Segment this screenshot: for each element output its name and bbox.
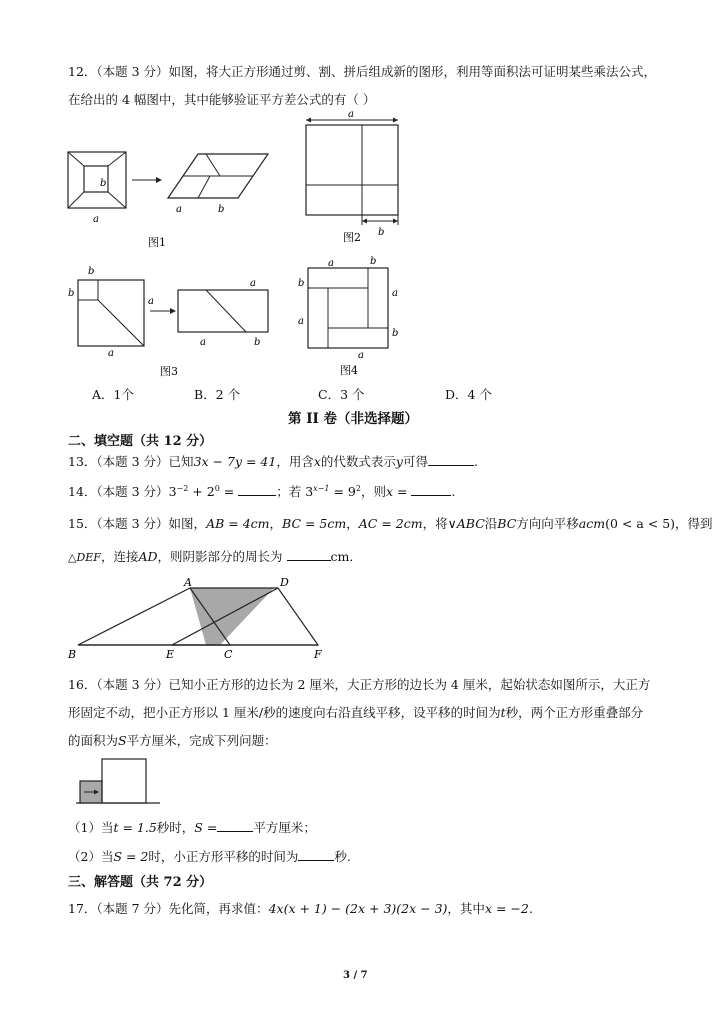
q12-line1: 12．（本题 3 分）如图，将大正方形通过剪、割、拼后组成新的图形，利用等面积法可证明某些乘法公式， <box>68 64 657 79</box>
large-square <box>102 759 146 803</box>
q15-line2: △DEF，连接AD，则阴影部分的周长为 cm． <box>68 549 362 564</box>
svg-text:b: b <box>88 266 95 277</box>
q14-answer-blank-2 <box>411 494 451 496</box>
label-A: A <box>184 576 192 589</box>
label-C: C <box>224 648 233 661</box>
fig2-caption: 图2 <box>343 231 361 244</box>
svg-text:a: a <box>358 350 364 361</box>
q14: 14．（本题 3 分）$3^{-2} + 2^0$ = ；若 $3^{x-1} = 9^2$，则x = . <box>68 483 456 499</box>
q16-answer-blank-1 <box>217 830 253 832</box>
q13: 13．（本题 3 分）已知3x − 7y = 41，用含x的代数式表示y可得 . <box>68 454 478 469</box>
q16-sub2: （2）当S = 2时，小正方形平移的时间为 秒. <box>68 849 351 864</box>
q16-answer-blank-2 <box>298 859 334 861</box>
svg-text:a: a <box>348 109 354 120</box>
section2-title: 二、填空题（共 12 分） <box>68 434 213 449</box>
q15-line1: 15．（本题 3 分）如图，AB = 4cm，BC = 5cm，AC = 2cm，将∨ABC沿BC方向向平移acm(0 < a < 5)，得到 <box>68 516 713 531</box>
svg-text:a: a <box>298 316 304 327</box>
svg-text:b: b <box>254 337 261 348</box>
q16-sub1: （1）当t = 1.5秒时，S = 平方厘米； <box>68 820 316 835</box>
q16-line2: 形固定不动，把小正方形以 1 厘米/秒的速度向右沿直线平移，设平移的时间为t秒，两个正方形重叠部分 <box>68 705 644 720</box>
svg-text:a: a <box>176 204 182 215</box>
svg-text:a: a <box>392 288 398 299</box>
volume-title: 第 II 卷（非选择题） <box>288 411 419 427</box>
fig1-label-b: b <box>100 178 107 189</box>
q15-figure <box>62 574 332 664</box>
svg-text:b: b <box>378 227 385 238</box>
svg-text:b: b <box>218 204 225 215</box>
q14-answer-blank-1 <box>238 494 276 496</box>
q13-answer-blank <box>428 464 474 466</box>
svg-text:a: a <box>200 337 206 348</box>
q16-line1: 16．（本题 3 分）已知小正方形的边长为 2 厘米，大正方形的边长为 4 厘米，起始状态如图所示，大正方 <box>68 677 651 692</box>
label-F: F <box>314 648 322 661</box>
svg-text:a: a <box>328 258 334 269</box>
q12-line2: 在给出的 4 幅图中，其中能够验证平方差公式的有（ ） <box>68 92 376 107</box>
svg-text:a: a <box>108 348 114 359</box>
choice-b: B．2 个 <box>194 387 241 402</box>
section3-title: 三、解答题（共 72 分） <box>68 875 213 890</box>
figure-4 <box>290 252 410 380</box>
svg-text:b: b <box>370 256 377 267</box>
figure-1 <box>60 140 300 255</box>
q16-line3: 的面积为S平方厘米，完成下列问题： <box>68 733 277 748</box>
figure-3 <box>60 262 300 380</box>
svg-text:b: b <box>392 328 399 339</box>
choice-a: A．1个 <box>92 387 134 402</box>
choice-c: C．3 个 <box>318 387 365 402</box>
q15-answer-blank <box>287 559 331 561</box>
figure-2 <box>300 105 410 245</box>
svg-text:b: b <box>68 288 75 299</box>
label-B: B <box>68 648 77 661</box>
q16-figure <box>72 756 172 808</box>
svg-text:b: b <box>298 278 305 289</box>
fig1-label-a: a <box>93 214 99 225</box>
fig4-caption: 图4 <box>340 364 358 377</box>
svg-text:a: a <box>250 278 256 289</box>
label-E: E <box>166 648 175 661</box>
svg-text:a: a <box>148 296 154 307</box>
q17: 17．（本题 7 分）先化简，再求值：4x(x + 1) − (2x + 3)(2x − 3)，其中x = −2. <box>68 901 533 916</box>
label-D: D <box>280 576 289 589</box>
fig1-caption: 图1 <box>148 236 166 249</box>
fig3-caption: 图3 <box>160 365 178 378</box>
page-number: 3 / 7 <box>343 970 368 981</box>
choice-d: D．4 个 <box>445 387 492 402</box>
